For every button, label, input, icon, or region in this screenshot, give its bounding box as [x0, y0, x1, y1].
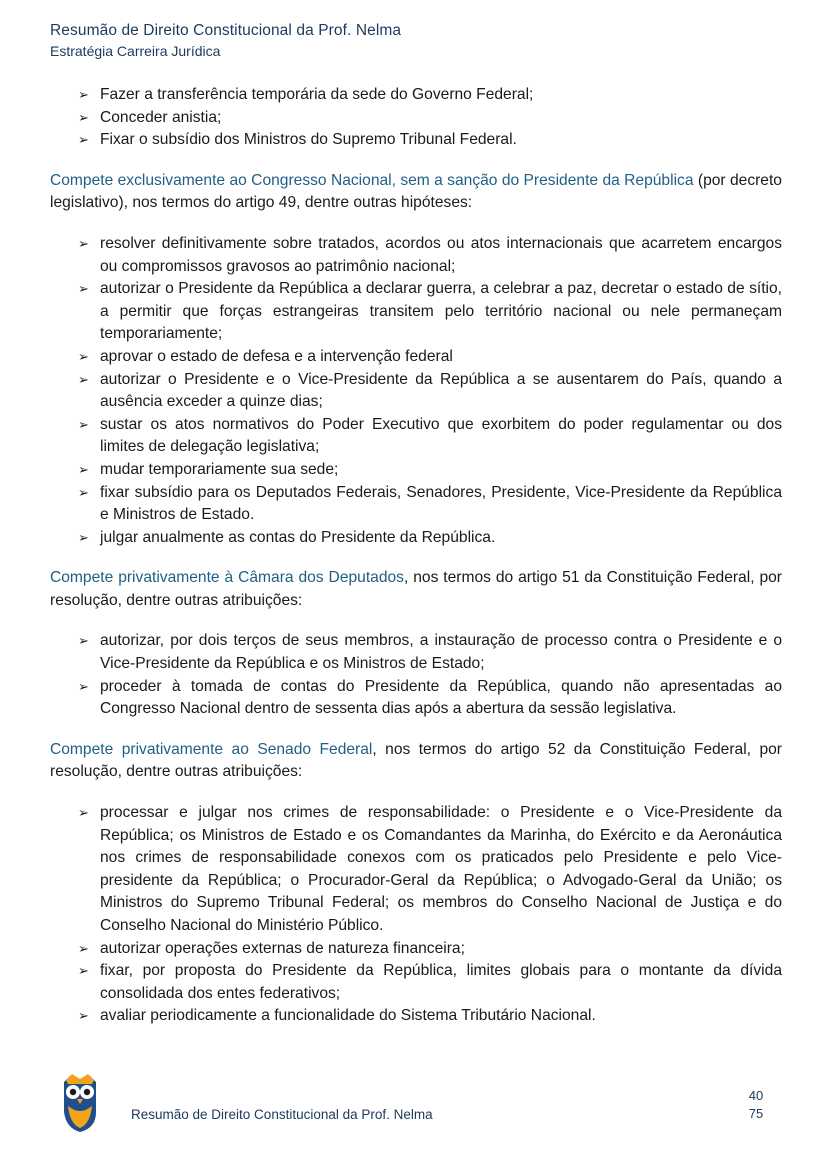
page-total: 75 [748, 1106, 764, 1121]
section-senado-intro: Compete privativamente ao Senado Federal, nos termos do artigo 52 da Constituição Federal, por resolução, dentre outras atribuições: [50, 740, 782, 781]
list-item: ➢ avaliar periodicamente a funcionalidade do Sistema Tributário Nacional. [50, 1005, 782, 1028]
header-subtitle: Estratégia Carreira Jurídica [50, 43, 221, 59]
arrowhead-bullet-icon: ➢ [78, 963, 89, 979]
list-item: ➢ proceder à tomada de contas do Presidente da República, quando não apresentadas ao Congresso Nacional dentro de sessenta dias após a abertura da sessão legislativa. [78, 677, 782, 718]
camara-list [50, 630, 782, 720]
list-item: ➢ Conceder anistia; [50, 107, 782, 130]
top-list [50, 84, 782, 152]
list-item: ➢ autorizar, por dois terços de seus membros, a instauração de processo contra o Presidente e o Vice-Presidente da República e os Ministros de Estado; [78, 632, 782, 673]
section-senado-heading: Compete privativamente ao Senado Federal [50, 740, 373, 758]
page-counter [740, 1087, 772, 1123]
arrowhead-bullet-icon: ➢ [78, 940, 89, 956]
arrowhead-bullet-icon: ➢ [78, 678, 89, 694]
list-item: ➢ sustar os atos normativos do Poder Executivo que exorbitem do poder regulamentar ou dos limites de delegação legislativa; [78, 415, 782, 456]
arrowhead-bullet-icon: ➢ [78, 1008, 89, 1024]
header-title: Resumão de Direito Constitucional da Prof. Nelma [50, 22, 402, 39]
list-item: ➢ resolver definitivamente sobre tratados, acordos ou atos internacionais que acarretem encargos ou compromissos gravosos ao patrimônio nacional; [78, 234, 782, 275]
list-item: ➢ processar e julgar nos crimes de responsabilidade: o Presidente e o Vice-Presidente da República; os Ministros de Estado e os Comandantes da Marinha, do Exército e da Aeronáutica nos crimes de responsabilidade conexos com os praticados pelo Presidente e pelo Vice-presidente da República; o Procurador-Geral da República; o Advogado-Geral da União; os Ministros do Supremo Tribunal Federal; os membros do Conselho Nacional de Justiça e do Conselho Nacional do Ministério Público. [78, 804, 782, 934]
arrowhead-bullet-icon: ➢ [78, 805, 89, 821]
page-current: 40 [748, 1088, 764, 1103]
document-body [50, 84, 782, 1028]
arrowhead-bullet-icon: ➢ [78, 633, 89, 649]
congresso-list [50, 233, 782, 549]
arrowhead-bullet-icon: ➢ [78, 416, 89, 432]
arrowhead-bullet-icon: ➢ [78, 484, 89, 500]
arrowhead-bullet-icon: ➢ [78, 461, 89, 477]
arrowhead-bullet-icon: ➢ [78, 348, 89, 364]
list-item: ➢ fixar, por proposta do Presidente da República, limites globais para o montante da dívida consolidada dos entes federativos; [78, 962, 782, 1002]
list-item: ➢ autorizar operações externas de natureza financeira; [50, 938, 782, 961]
arrowhead-bullet-icon: ➢ [78, 132, 89, 148]
list-item: ➢ Fazer a transferência temporária da sede do Governo Federal; [50, 84, 782, 107]
section-camara-intro: Compete privativamente à Câmara dos Deputados, nos termos do artigo 51 da Constituição Federal, por resolução, dentre outras atribuições: [50, 569, 782, 609]
list-item: ➢ Fixar o subsídio dos Ministros do Supremo Tribunal Federal. [50, 129, 782, 152]
section-camara-heading: Compete privativamente à Câmara dos Deputados [50, 569, 404, 587]
page-header [50, 22, 401, 59]
senado-list [50, 802, 782, 1028]
section-congresso-heading: Compete exclusivamente ao Congresso Nacional, sem a sanção do Presidente da República [50, 171, 694, 189]
arrowhead-bullet-icon: ➢ [78, 281, 89, 297]
list-item: ➢ autorizar o Presidente e o Vice-Presidente da República a se ausentarem do País, quando a ausência exceder a quinze dias; [78, 370, 782, 411]
footer-title: Resumão de Direito Constitucional da Prof. Nelma [131, 1107, 433, 1122]
list-item: ➢ autorizar o Presidente da República a declarar guerra, a celebrar a paz, decretar o estado de sítio, a permitir que forças estrangeiras transitem pelo território nacional ou nele permaneçam temporariamente; [78, 280, 782, 343]
arrowhead-bullet-icon: ➢ [78, 235, 89, 251]
arrowhead-bullet-icon: ➢ [78, 109, 89, 125]
section-congresso-intro: Compete exclusivamente ao Congresso Nacional, sem a sanção do Presidente da República (por decreto legislativo), nos termos do artigo 49, dentre outras hipóteses: [50, 171, 782, 212]
arrowhead-bullet-icon: ➢ [78, 371, 89, 387]
owl-logo-icon [60, 1072, 100, 1134]
list-item: ➢ aprovar o estado de defesa e a intervenção federal [50, 346, 782, 369]
arrowhead-bullet-icon: ➢ [78, 87, 89, 102]
list-item: ➢ fixar subsídio para os Deputados Federais, Senadores, Presidente, Vice-Presidente da República e Ministros de Estado. [78, 483, 782, 524]
arrowhead-bullet-icon: ➢ [78, 529, 89, 545]
list-item: ➢ mudar temporariamente sua sede; [50, 459, 782, 482]
list-item: ➢ julgar anualmente as contas do Presidente da República. [50, 527, 782, 550]
